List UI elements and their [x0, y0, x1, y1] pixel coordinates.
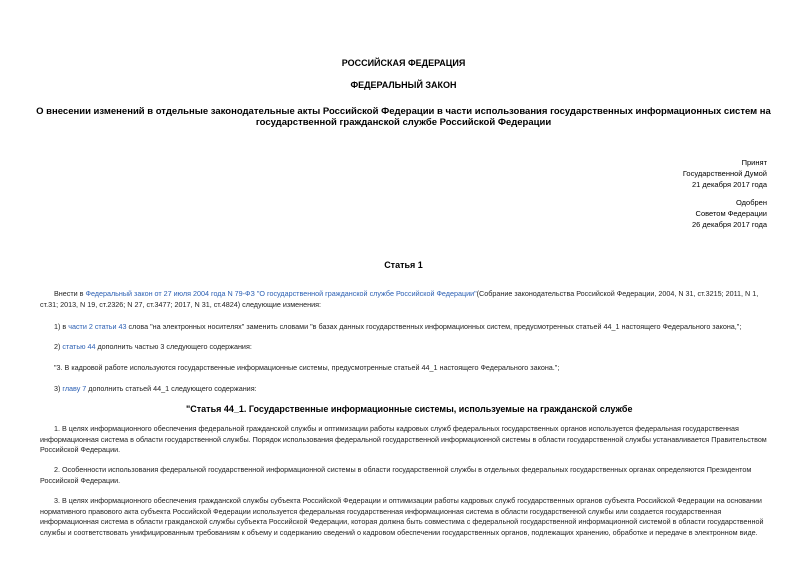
item3-pre: 3) — [54, 384, 63, 393]
para2-line1: 2. Особенности использования федеральной государственной информационной системы в области государственной службы в отдельных федеральных государственных органах определяются Президентом — [54, 465, 752, 474]
intro-pre: Внести в — [54, 289, 86, 298]
para3-line2: нормативного правового акта субъекта Российской Федерации используется федеральная государственная информационная система в области государственной службы или создается государственная — [40, 506, 722, 516]
para2-line2: Российской Федерации. — [40, 475, 121, 485]
chapter7-link[interactable]: главу 7 — [62, 384, 87, 393]
paragraph-3 — [40, 496, 768, 538]
federation-heading: РОССИЙСКАЯ ФЕДЕРАЦИЯ — [341, 58, 466, 68]
part2-article43-link[interactable]: части 2 статьи 43 — [68, 322, 127, 331]
approved-date: 26 декабря 2017 года — [691, 220, 767, 229]
item3-post: дополнить статьей 44_1 следующего содержания: — [86, 384, 257, 393]
approved-by: Советом Федерации — [695, 209, 767, 218]
article-intro — [40, 289, 768, 310]
para3-line3: информационная система в области гражданской службы субъекта Российской Федерации, которая должна быть совместима с федеральной государственной информационной системой в области государственной — [40, 517, 764, 526]
paragraph-2 — [40, 465, 768, 486]
approved-label: Одобрен — [736, 198, 767, 207]
article44-link[interactable]: статью 44 — [62, 342, 96, 351]
item2-post: дополнить частью 3 следующего содержания: — [95, 342, 252, 351]
federal-law-link[interactable]: Федеральный закон от 27 июля 2004 года N 79-ФЗ "О государственной гражданской службе Российской Федерации" — [85, 289, 477, 298]
intro-post: (Собрание законодательства Российской Федерации, 2004, N 31, ст.3215; 2011, N 1, — [476, 289, 759, 298]
adopted-date: 21 декабря 2017 года — [691, 180, 767, 189]
adopted-by: Государственной Думой — [682, 169, 767, 178]
adopted-label: Принят — [741, 158, 767, 167]
adopted-block — [683, 157, 767, 190]
para1-line1: 1. В целях информационного обеспечения федеральной гражданской службы и оптимизации работы кадровых служб федеральных государственных органов используется федеральная государственная — [54, 424, 739, 433]
new-article-title: "Статья 44_1. Государственные информационные системы, используемые на гражданской службе — [186, 404, 633, 414]
item-1 — [54, 322, 741, 333]
item-2 — [54, 342, 252, 353]
item2-pre: 2) — [54, 342, 63, 351]
item1-post: слова "на электронных носителях" заменить словами "в базах данных государственных информационных систем, предусмотренных статьей 44_1 настоящего Федерального закона,"; — [126, 322, 742, 331]
item1-pre: 1) в — [54, 322, 69, 331]
intro-line2: ст.31; 2013, N 19, ст.2326; N 27, ст.3477; 2017, N 31, ст.4824) следующие изменения: — [40, 299, 321, 309]
law-title-line1: О внесении изменений в отдельные законодательные акты Российской Федерации в части использования государственных информационных систем на — [36, 106, 771, 117]
law-title — [0, 106, 807, 128]
approved-block — [692, 197, 767, 230]
para1-line2: информационная система в области государственной службы. Порядок использования федеральной государственной информационной системы в области государственной службы устанавливается Правительством — [40, 434, 767, 444]
law-title-line2: государственной гражданской службе Российской Федерации — [255, 117, 552, 128]
item-3 — [54, 384, 257, 395]
para1-line3: Российской Федерации. — [40, 445, 121, 454]
intro-line1 — [40, 289, 768, 300]
para3-line1: 3. В целях информационного обеспечения гражданской службы субъекта Российской Федерации и оптимизации работы кадровых служб государственных органов субъекта Российской Федерации на основании — [54, 496, 762, 505]
quoted-part3: "3. В кадровой работе используются государственные информационные системы, предусмотренные статьей 44_1 настоящего Федерального закона."; — [54, 363, 560, 372]
paragraph-1 — [40, 424, 768, 456]
article-title: Статья 1 — [384, 260, 423, 270]
law-type-heading: ФЕДЕРАЛЬНЫЙ ЗАКОН — [350, 80, 457, 90]
para3-line4: службы и соответствовать унифицированным требованиям к объему и содержанию сведений о кадровом обеспечении государственных органов, подлежащих хранению, обработке и передаче в электронном виде. — [40, 527, 758, 537]
